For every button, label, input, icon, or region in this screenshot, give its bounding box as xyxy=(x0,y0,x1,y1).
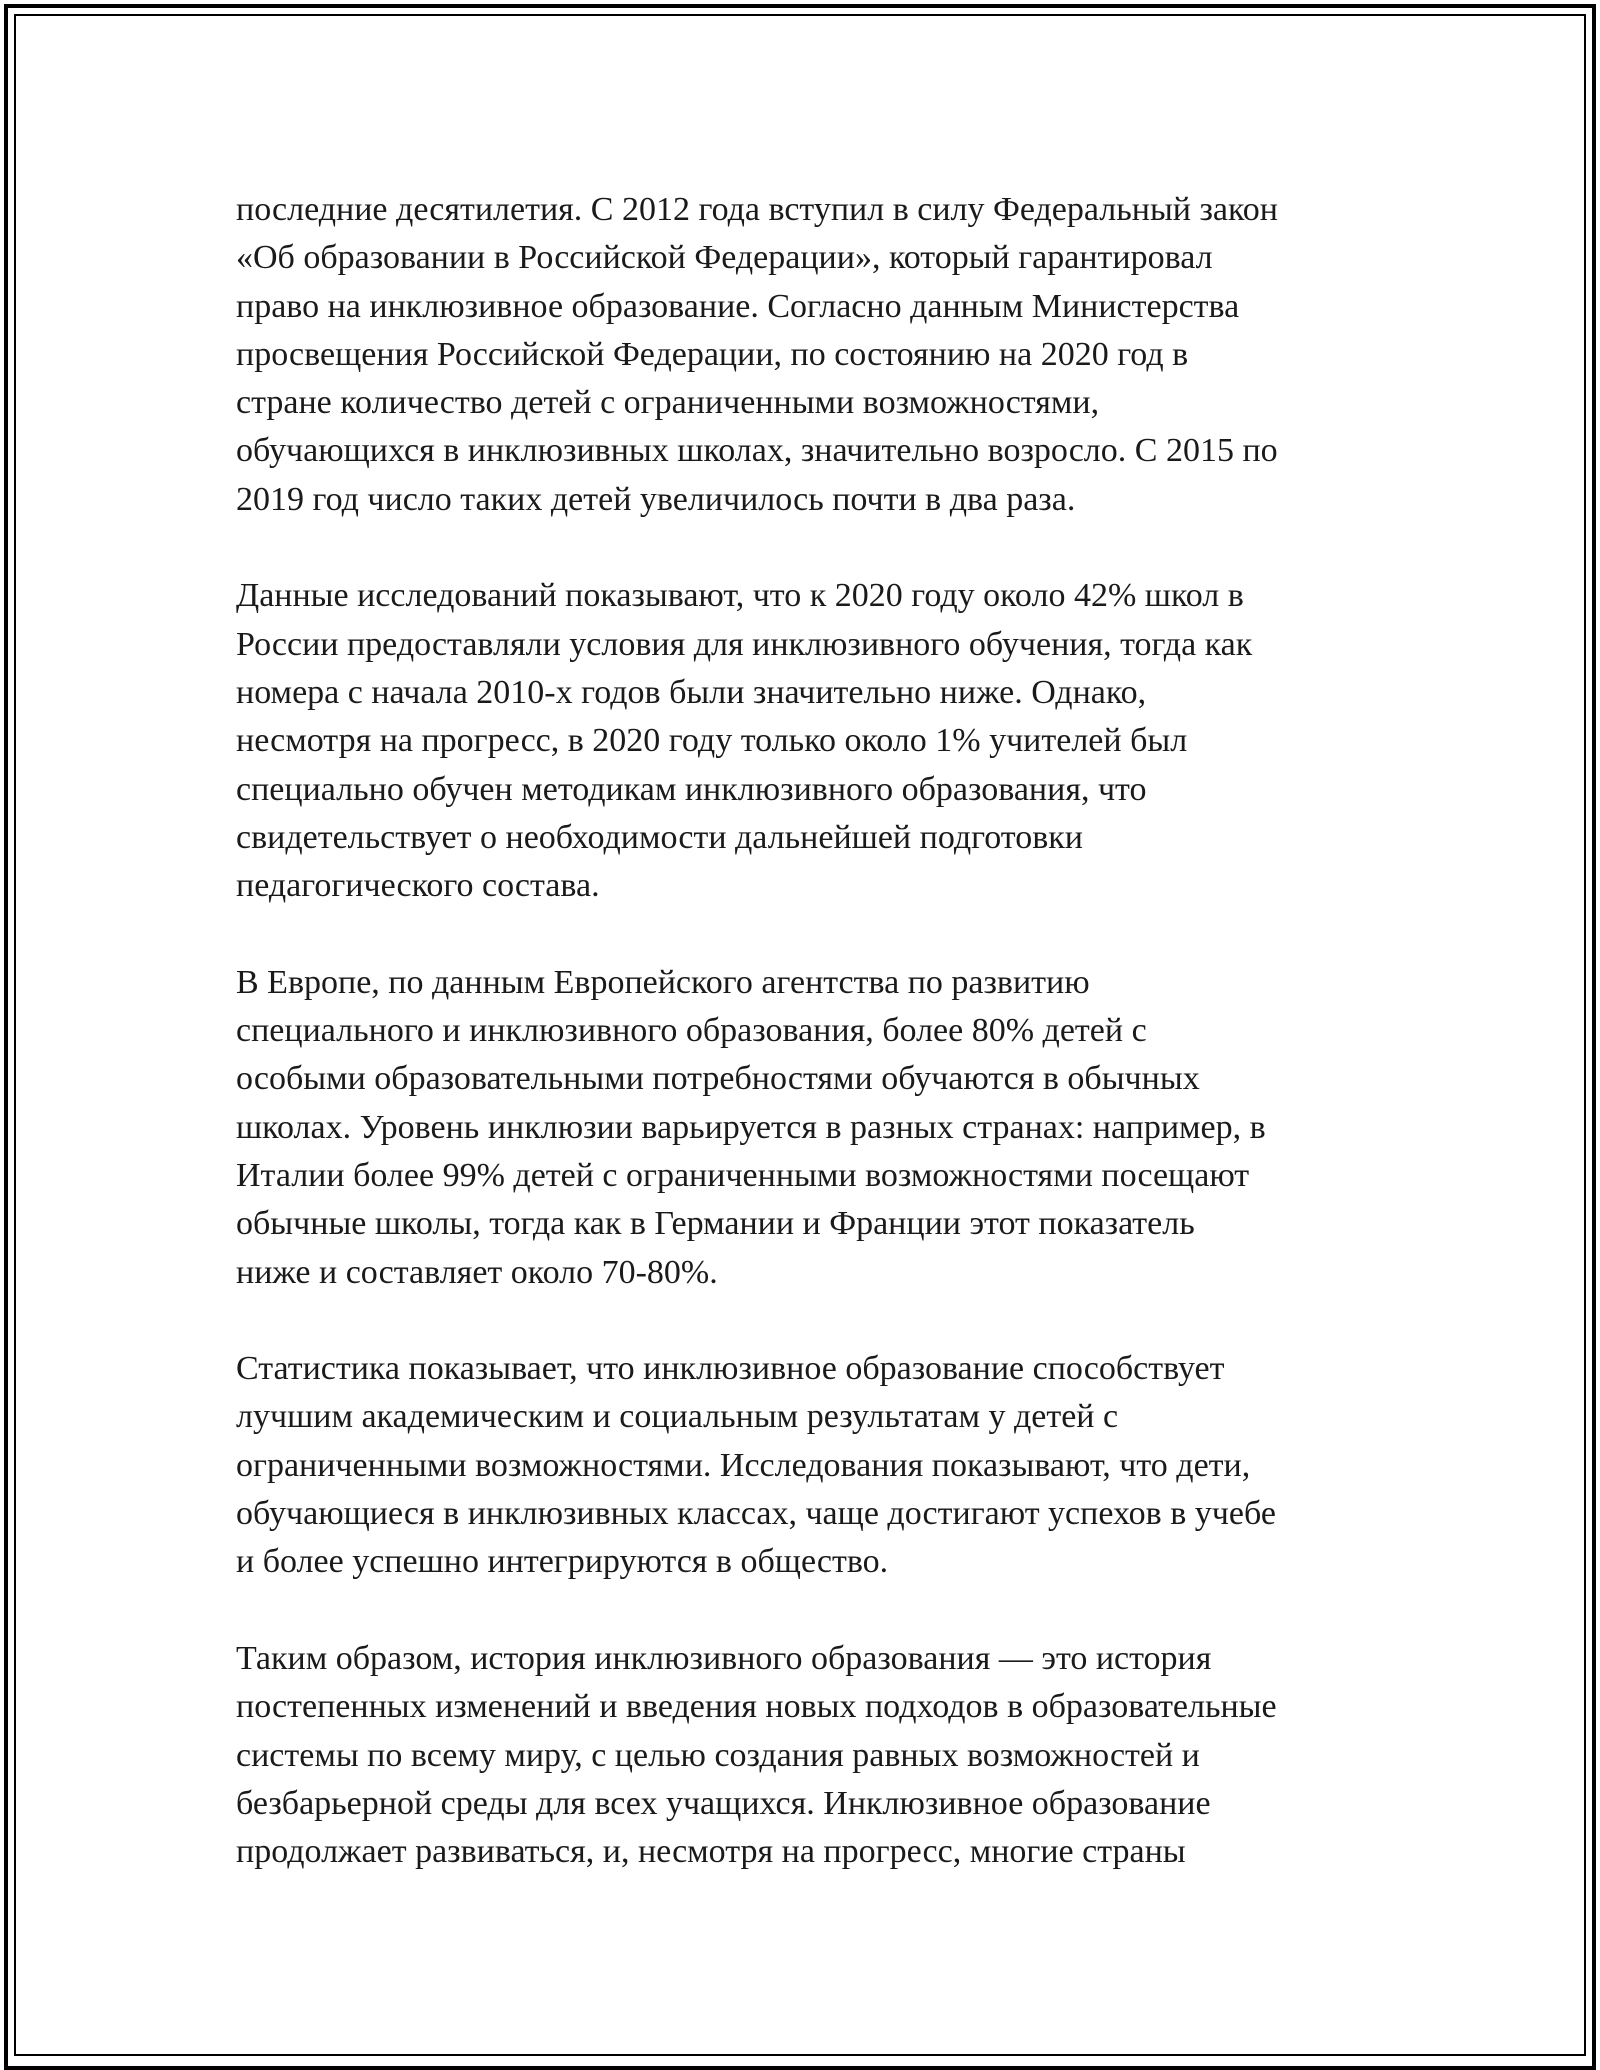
text-line: «Об образовании в Российской Федерации», который гарантировал xyxy=(236,239,1213,277)
text-line: последние десятилетия. С 2012 года вступил в силу Федеральный закон xyxy=(236,191,1278,228)
text-line: и более успешно интегрируются в общество. xyxy=(236,1543,889,1581)
text-line: ниже и составляет около 70-80%. xyxy=(236,1253,718,1291)
document-body xyxy=(236,186,1376,1876)
text-line: несмотря на прогресс, в 2020 году только около 1% учителей был xyxy=(236,722,1188,760)
text-line: лучшим академическим и социальным результатам у детей с xyxy=(236,1398,1119,1436)
text-line: 2019 год число таких детей увеличилось почти в два раза. xyxy=(236,480,1076,518)
paragraph-2 xyxy=(236,572,1376,910)
text-line: ограниченными возможностями. Исследования показывают, что дети, xyxy=(236,1446,1251,1484)
text-line: постепенных изменений и введения новых подходов в образовательные xyxy=(236,1688,1277,1726)
paragraph-5 xyxy=(236,1635,1376,1876)
text-line: Италии более 99% детей с ограниченными возможностями посещают xyxy=(236,1156,1250,1194)
text-line: безбарьерной среды для всех учащихся. Инклюзивное образование xyxy=(236,1784,1211,1822)
paragraph-3 xyxy=(236,959,1376,1297)
text-line: стране количество детей с ограниченными возможностями, xyxy=(236,384,1100,422)
text-line: обучающиеся в инклюзивных классах, чаще достигают успехов в учебе xyxy=(236,1495,1276,1533)
text-line: системы по всему миру, с целью создания равных возможностей и xyxy=(236,1736,1200,1774)
text-line: обычные школы, тогда как в Германии и Франции этот показатель xyxy=(236,1205,1195,1243)
text-line: право на инклюзивное образование. Согласно данным Министерства xyxy=(236,287,1240,325)
text-line: специального и инклюзивного образования, более 80% детей с xyxy=(236,1012,1147,1050)
text-line: обучающихся в инклюзивных школах, значительно возросло. С 2015 по xyxy=(236,432,1278,470)
text-line: специально обучен методикам инклюзивного образования, что xyxy=(236,770,1147,808)
text-line: Таким образом, история инклюзивного образования — это история xyxy=(236,1639,1212,1677)
paragraph-4 xyxy=(236,1345,1376,1586)
text-line: России предоставляли условия для инклюзивного обучения, тогда как xyxy=(236,625,1253,663)
text-line: номера с начала 2010-х годов были значительно ниже. Однако, xyxy=(236,673,1147,711)
text-line: свидетельствует о необходимости дальнейшей подготовки xyxy=(236,818,1083,856)
text-line: продолжает развиваться, и, несмотря на прогресс, многие страны xyxy=(236,1833,1186,1871)
text-line: Статистика показывает, что инклюзивное образование способствует xyxy=(236,1350,1225,1388)
text-line: педагогического состава. xyxy=(236,867,600,905)
text-line: школах. Уровень инклюзии варьируется в разных странах: например, в xyxy=(236,1108,1266,1146)
text-line: В Европе, по данным Европейского агентства по развитию xyxy=(236,963,1090,1001)
text-line: особыми образовательными потребностями обучаются в обычных xyxy=(236,1060,1200,1098)
paragraph-1 xyxy=(236,186,1376,524)
text-line: просвещения Российской Федерации, по состоянию на 2020 год в xyxy=(236,335,1189,373)
text-line: Данные исследований показывают, что к 2020 году около 42% школ в xyxy=(236,577,1244,615)
